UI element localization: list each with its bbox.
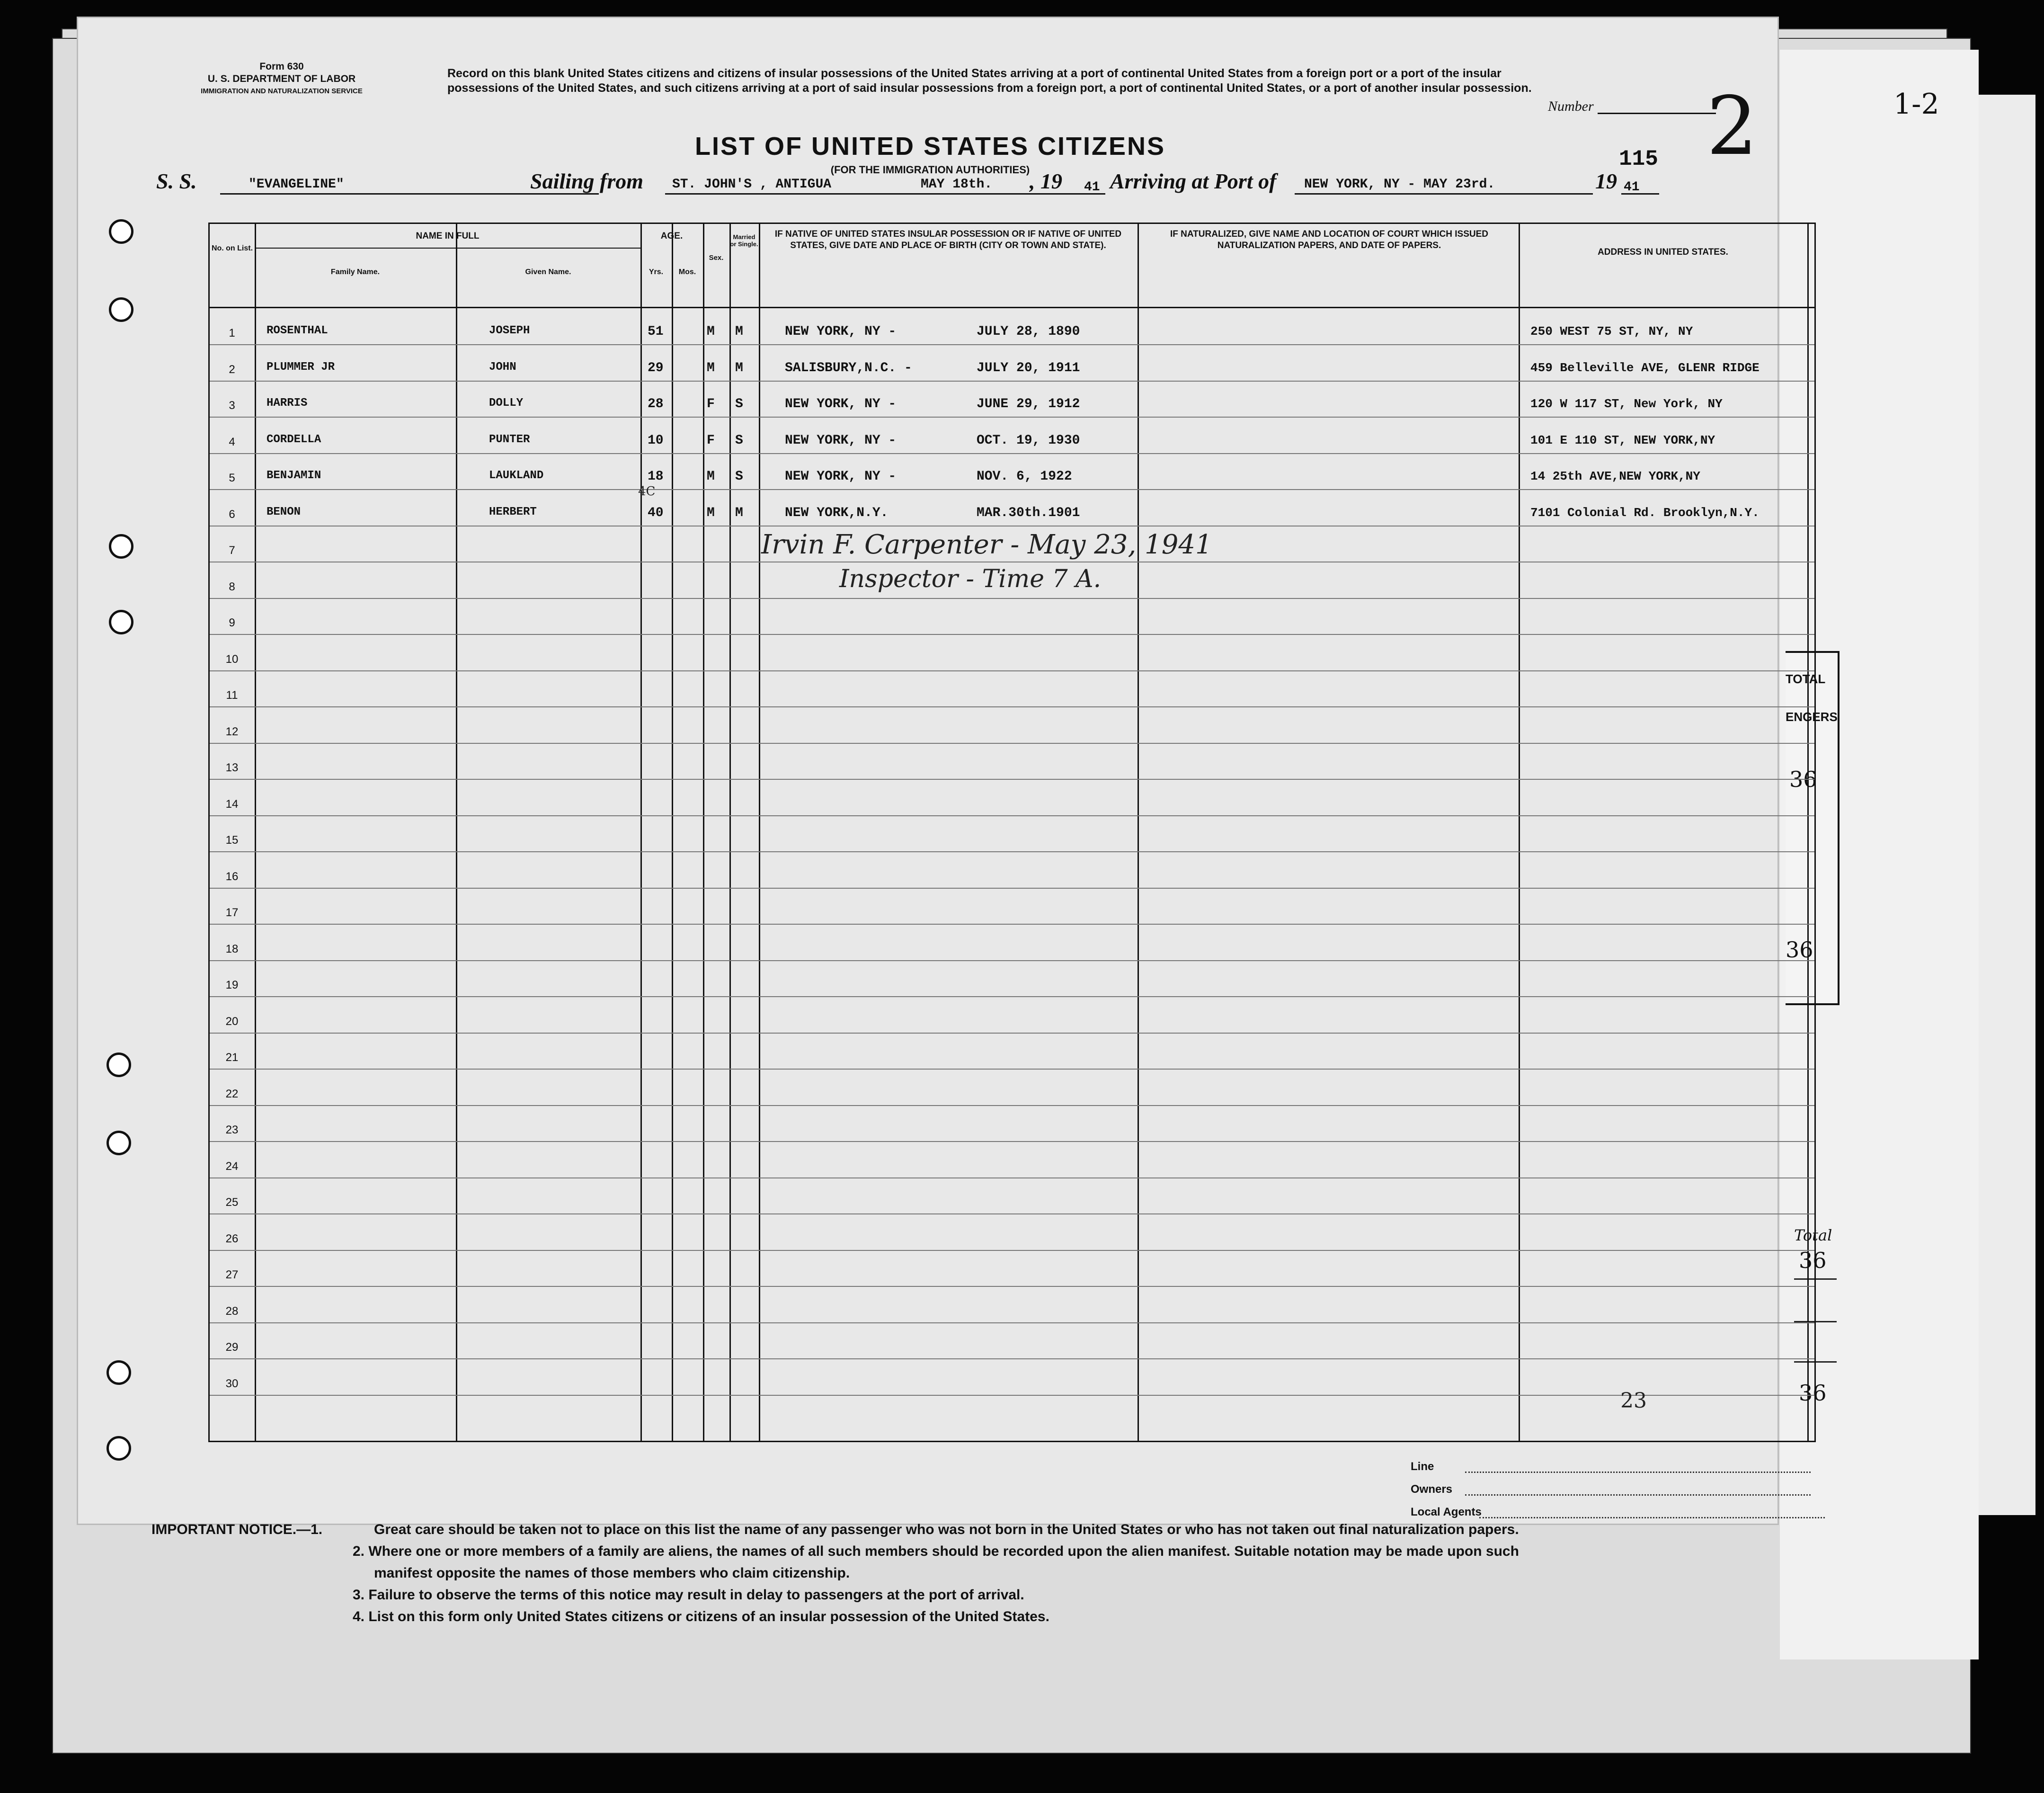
owners-field (1465, 1494, 1811, 1496)
row-number: 24 (225, 1160, 239, 1173)
birth-date-cell: JUNE 29, 1912 (977, 397, 1080, 411)
family-name-cell: CORDELLA (267, 433, 321, 446)
tab-value-2: 36 (1786, 937, 1813, 963)
marital-status-cell: S (735, 469, 743, 484)
passenger-table (208, 223, 1816, 1442)
ship-name: "EVANGELINE" (249, 177, 344, 192)
family-name-cell: PLUMMER JR (267, 360, 335, 374)
row-number: 28 (225, 1304, 239, 1318)
row-rule (210, 598, 1814, 599)
tab-value-1: 36 (1789, 767, 1817, 792)
punch-hole (109, 610, 133, 634)
sheet-number: 115 (1619, 147, 1658, 171)
row-rule (210, 1033, 1814, 1034)
department: U. S. DEPARTMENT OF LABOR (207, 73, 356, 84)
row-number: 6 (229, 508, 235, 521)
notice-item-2: 2. Where one or more members of a family are aliens, the names of all such members should be recorded upon the alien manifest. Suitable notation may be made upon such (353, 1543, 1519, 1559)
row-rule (210, 1177, 1814, 1178)
col-given-name: Given Name. (525, 268, 571, 276)
row-number: 13 (225, 761, 239, 774)
sailing-label: Sailing from (530, 169, 644, 193)
given-name-cell: HERBERT (489, 505, 537, 518)
total-value: 36 (1799, 1248, 1827, 1273)
row-rule (210, 924, 1814, 925)
arrival-year: 41 (1624, 180, 1640, 195)
column-divider (672, 224, 673, 1441)
row-rule (210, 743, 1814, 744)
local-agents-field (1479, 1517, 1825, 1518)
tab-label-total: TOTAL (1786, 672, 1826, 686)
line-field (1465, 1472, 1811, 1473)
punch-hole (109, 219, 133, 244)
birth-place-cell: NEW YORK, NY - (785, 397, 897, 411)
col-family-name: Family Name. (330, 268, 380, 276)
sex-cell: M (707, 360, 715, 375)
birth-date-cell: MAR.30th.1901 (977, 505, 1080, 520)
age-years-cell: 29 (648, 360, 664, 375)
column-divider (759, 224, 760, 1441)
row-rule (210, 996, 1814, 997)
birth-date-cell: JULY 20, 1911 (977, 360, 1080, 375)
col-place-of-birth: IF NATIVE OF UNITED STATES INSULAR POSSESSION OR IF NATIVE OF UNITED STATES, GIVE DATE AND PLACE OF BIRTH (CITY OR TOWN AND STATE). (774, 229, 1122, 250)
column-divider (1138, 224, 1139, 1441)
row-rule (210, 417, 1814, 418)
punch-hole (107, 1053, 131, 1077)
birth-date-cell: JULY 28, 1890 (977, 324, 1080, 339)
row-number: 30 (225, 1377, 239, 1390)
column-divider (1807, 224, 1809, 1441)
given-name-cell: PUNTER (489, 433, 530, 446)
age-years-cell: 51 (648, 324, 664, 339)
owners-label: Owners (1411, 1483, 1453, 1496)
punch-hole (107, 1131, 131, 1155)
row-number: 11 (226, 689, 238, 702)
address-cell: 120 W 117 ST, New York, NY (1530, 397, 1723, 411)
notice-item-1: Great care should be taken not to place on this list the name of any passenger who was not born in the United States or who has not taken out final naturalization papers. (374, 1522, 1519, 1537)
birth-place-cell: SALISBURY,N.C. - (785, 360, 912, 375)
address-cell: 14 25th AVE,NEW YORK,NY (1530, 469, 1700, 483)
row-rule (210, 1213, 1814, 1214)
row-rule (210, 888, 1814, 889)
inspector-signature: Irvin F. Carpenter - May 23, 1941 (761, 529, 1212, 560)
form-identifier (135, 61, 428, 98)
page-subtitle: (FOR THE IMMIGRATION AUTHORITIES) (830, 164, 1030, 176)
row-number: 14 (225, 797, 239, 811)
row-rule (210, 851, 1814, 852)
given-name-cell: JOHN (489, 360, 516, 374)
sex-cell: M (707, 505, 715, 520)
col-name-in-full: NAME IN FULL (416, 231, 480, 241)
row-number: 19 (225, 979, 239, 991)
notice-heading: IMPORTANT NOTICE.—1. (151, 1522, 323, 1537)
row-rule (210, 1141, 1814, 1142)
col-sex: Sex. (709, 254, 724, 262)
marital-status-cell: S (735, 433, 743, 448)
birth-place-cell: NEW YORK, NY - (785, 433, 897, 448)
col-naturalization: IF NATURALIZED, GIVE NAME AND LOCATION OF COURT WHICH ISSUED NATURALIZATION PAPERS, AND DATE OF PAPERS. (1170, 229, 1488, 250)
row-rule (210, 344, 1814, 345)
address-cell: 7101 Colonial Rd. Brooklyn,N.Y. (1530, 505, 1760, 520)
punch-hole (109, 534, 133, 559)
address-cell: 101 E 110 ST, NEW YORK,NY (1530, 433, 1715, 447)
local-agents-label: Local Agents (1411, 1506, 1482, 1518)
birth-place-cell: NEW YORK,N.Y. (785, 505, 889, 520)
row-rule (210, 381, 1814, 382)
row-number: 27 (225, 1268, 239, 1281)
manifest-page (78, 18, 1777, 1524)
column-divider (1519, 224, 1520, 1441)
col-age: AGE. (660, 231, 683, 241)
arrival-underline (1295, 193, 1593, 195)
column-divider (729, 224, 731, 1441)
row-number: 16 (225, 870, 239, 883)
row-rule (210, 1358, 1814, 1359)
col-months: Mos. (678, 268, 696, 276)
row-number: 1 (229, 327, 235, 339)
family-name-cell: HARRIS (267, 397, 308, 410)
corner-handwritten-mark: 1-2 (1893, 88, 1939, 121)
arrival-year-underline (1621, 193, 1659, 195)
col-married-single: Married or Single. (730, 233, 758, 248)
arriving-label: Arriving at Port of (1110, 169, 1277, 193)
sex-cell: M (707, 324, 715, 339)
column-divider (255, 224, 256, 1441)
notice-item-4: 4. List on this form only United States citizens or citizens of an insular possession of the United States. (353, 1609, 1049, 1624)
row-rule (210, 779, 1814, 780)
sex-cell: F (707, 397, 715, 411)
address-cell: 459 Belleville AVE, GLENR RIDGE (1530, 360, 1760, 375)
total-value-2: 36 (1799, 1380, 1827, 1406)
row-number: 23 (225, 1124, 239, 1136)
sex-cell: F (707, 433, 715, 448)
row-number: 5 (229, 472, 235, 484)
service: IMMIGRATION AND NATURALIZATION SERVICE (201, 87, 363, 95)
col-years: Yrs. (649, 268, 664, 276)
row-number: 4 (229, 435, 235, 448)
number-label: Number (1548, 98, 1594, 114)
punch-hole (107, 1436, 131, 1461)
row-rule (210, 1105, 1814, 1106)
marital-status-cell: S (735, 397, 743, 411)
birth-place-cell: NEW YORK, NY - (785, 469, 897, 484)
column-divider (456, 224, 457, 1441)
row-number: 20 (225, 1015, 239, 1028)
form-number: Form 630 (259, 61, 304, 72)
row-rule (210, 634, 1814, 635)
sailing-year: 41 (1084, 180, 1100, 195)
sex-cell: M (707, 469, 715, 484)
row-rule (210, 706, 1814, 707)
row-rule (210, 1069, 1814, 1070)
row-rule (210, 670, 1814, 671)
given-name-cell: DOLLY (489, 397, 524, 410)
notice-item-3: 3. Failure to observe the terms of this notice may result in delay to passengers at the port of arrival. (353, 1587, 1024, 1603)
row-rule (210, 1322, 1814, 1323)
marital-status-cell: M (735, 505, 743, 520)
birth-date-cell: OCT. 19, 1930 (977, 433, 1080, 448)
side-sheet (1979, 95, 2035, 1515)
row-rule (210, 815, 1814, 816)
punch-hole (109, 297, 133, 322)
notice-item-2-cont: manifest opposite the names of those members who claim citizenship. (374, 1565, 850, 1581)
row-number: 18 (225, 942, 239, 955)
col-address: ADDRESS IN UNITED STATES. (1598, 247, 1728, 257)
family-name-cell: ROSENTHAL (267, 324, 328, 337)
tab-label-engers: ENGERS (1786, 710, 1838, 724)
age-years-cell: 18 (648, 469, 664, 484)
row-number: 10 (225, 652, 239, 666)
sailing-date: MAY 18th. (921, 177, 993, 192)
page-title: LIST OF UNITED STATES CITIZENS (695, 132, 1165, 161)
row-number: 9 (229, 616, 235, 629)
row-number: 25 (225, 1196, 239, 1209)
marital-status-cell: M (735, 324, 743, 339)
sailing-port: ST. JOHN'S , ANTIGUA (672, 177, 832, 192)
given-name-cell: JOSEPH (489, 324, 530, 337)
row-number: 17 (225, 906, 239, 919)
age-years-cell: 28 (648, 397, 664, 411)
row-rule (210, 1395, 1814, 1396)
arrival-port-date: NEW YORK, NY - MAY 23rd. (1304, 177, 1495, 192)
row-rule (210, 1286, 1814, 1287)
number-handwritten: 2 (1706, 80, 1758, 173)
row-rule (210, 960, 1814, 961)
row-rule (210, 1250, 1814, 1251)
row-rule (210, 453, 1814, 454)
row-number: 8 (229, 580, 235, 593)
row-number: 22 (225, 1087, 239, 1100)
punch-hole (107, 1360, 131, 1385)
row-number: 7 (229, 544, 235, 557)
total-label: Total (1794, 1226, 1832, 1244)
row-number: 15 (225, 834, 239, 847)
col-no: No. on List. (211, 244, 253, 252)
year-prefix: , 19 (1030, 169, 1062, 193)
inspector-time: Inspector - Time 7 A. (839, 565, 1102, 593)
given-name-cell: LAUKLAND (489, 469, 544, 482)
row-number: 26 (225, 1232, 239, 1245)
family-name-cell: BENON (267, 505, 301, 518)
row-number: 3 (229, 399, 235, 412)
row-number: 29 (225, 1341, 239, 1354)
address-cell: 250 WEST 75 ST, NY, NY (1530, 324, 1693, 339)
name-header-divider (255, 248, 640, 249)
family-name-cell: BENJAMIN (267, 469, 321, 482)
bottom-count: 23 (1620, 1389, 1647, 1413)
row-number: 12 (225, 725, 239, 738)
row-rule (210, 489, 1814, 490)
age-years-cell: 10 (648, 433, 664, 448)
ss-label: S. S. (156, 169, 197, 193)
header-divider (210, 307, 1814, 308)
number-underline (1598, 113, 1716, 114)
birth-date-cell: NOV. 6, 1922 (977, 469, 1072, 484)
line-label: Line (1411, 1460, 1434, 1473)
record-instructions: Record on this blank United States citizens and citizens of insular possessions of the United States arriving at a port of continental United States from a foreign port or a port of the insular possessions of the United States, and such citizens arriving at a port of said insular possessions from a foreign port, a port of continental United States, or a port of another insular possession. (447, 67, 1532, 95)
row-number: 2 (229, 363, 235, 376)
column-divider (703, 224, 704, 1441)
column-divider (640, 224, 642, 1441)
arrival-year-prefix: 19 (1595, 169, 1617, 193)
marital-status-cell: M (735, 360, 743, 375)
row-number: 21 (225, 1051, 239, 1064)
age-correction: 4C (638, 484, 656, 499)
age-years-cell: 40 (648, 505, 664, 520)
birth-place-cell: NEW YORK, NY - (785, 324, 897, 339)
